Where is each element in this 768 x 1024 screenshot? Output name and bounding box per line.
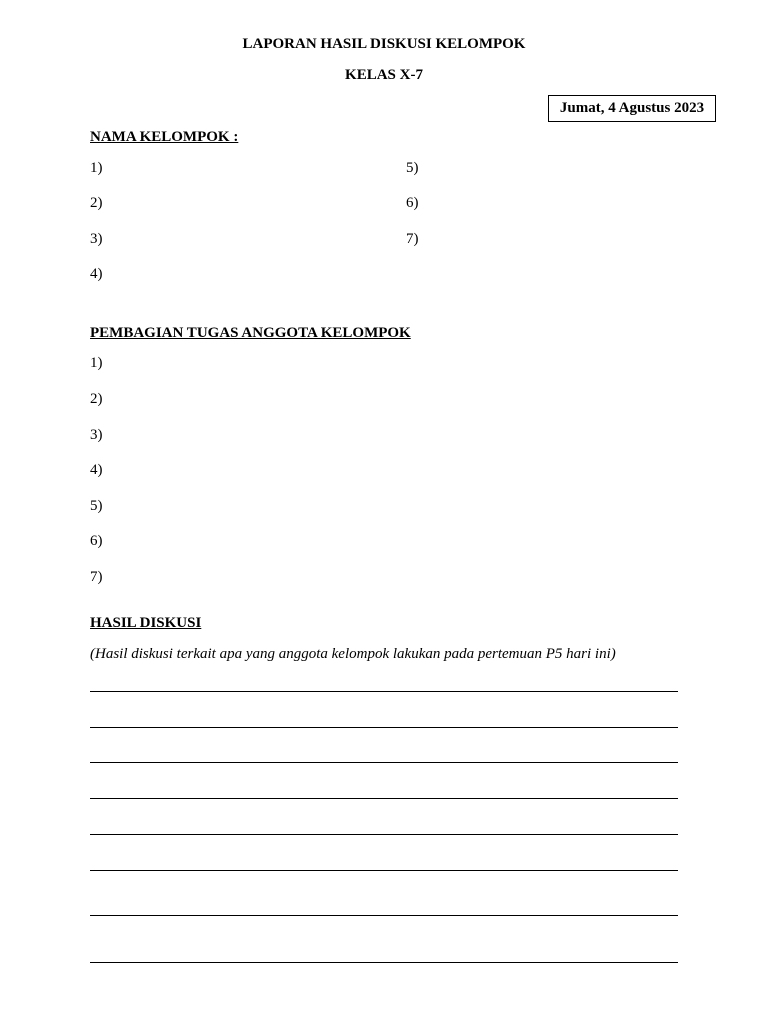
group-member-number: 7) [406,231,419,247]
task-number: 5) [90,498,103,514]
group-member-number: 3) [90,231,103,247]
task-number: 4) [90,462,103,478]
group-member-number: 4) [90,266,103,282]
document-title: LAPORAN HASIL DISKUSI KELOMPOK [242,36,526,52]
writing-line [90,915,678,916]
writing-line [90,691,678,692]
group-member-number: 5) [406,160,419,176]
group-member-number: 2) [90,195,103,211]
group-names-heading: NAMA KELOMPOK : [90,129,239,145]
task-number: 1) [90,355,103,371]
discussion-note: (Hasil diskusi terkait apa yang anggota kelompok lakukan pada pertemuan P5 hari ini) [90,646,616,662]
writing-line [90,962,678,963]
task-number: 3) [90,427,103,443]
class-label: KELAS X-7 [345,67,423,83]
discussion-result-heading: HASIL DISKUSI [90,615,202,631]
task-division-heading: PEMBAGIAN TUGAS ANGGOTA KELOMPOK [90,325,411,341]
writing-line [90,762,678,763]
group-member-number: 1) [90,160,103,176]
task-number: 6) [90,533,103,549]
writing-line [90,727,678,728]
writing-line [90,798,678,799]
date-box: Jumat, 4 Agustus 2023 [548,95,716,122]
task-number: 7) [90,569,103,585]
group-member-number: 6) [406,195,419,211]
writing-line [90,870,678,871]
task-number: 2) [90,391,103,407]
writing-line [90,834,678,835]
